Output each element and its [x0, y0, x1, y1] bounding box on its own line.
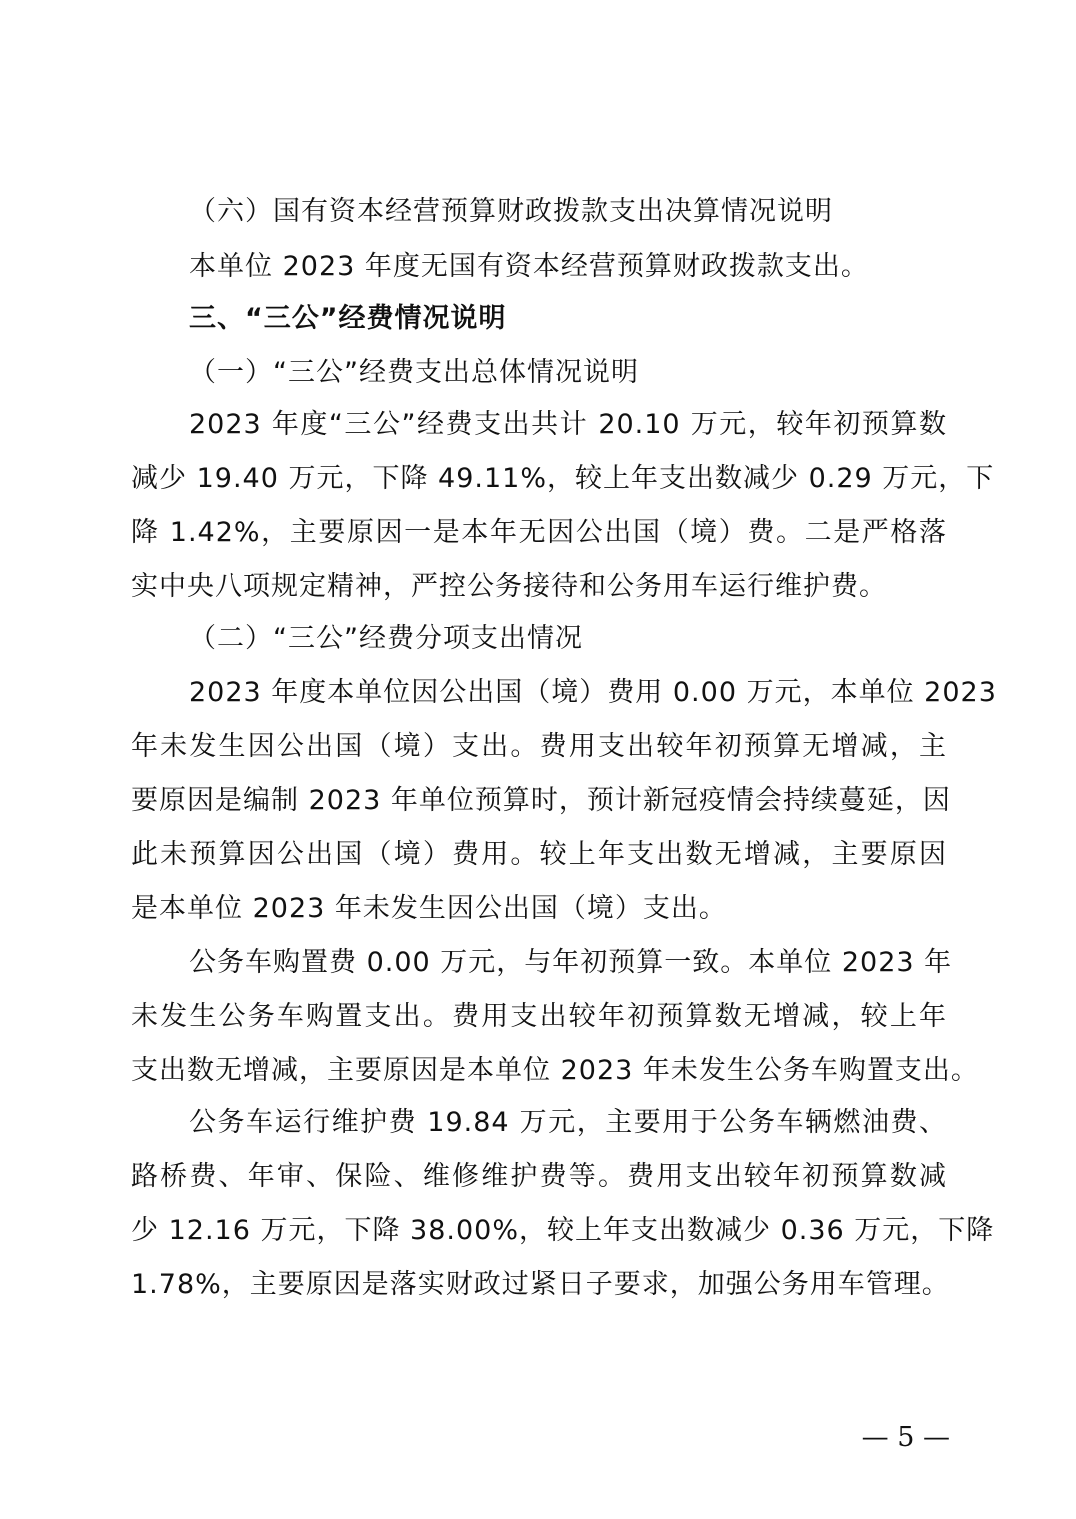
paragraph-overseas-line-1: 2023 年度本单位因公出国（境）费用 0.00 万元，本单位 2023	[189, 677, 997, 708]
paragraph-overall-line-2: 减少 19.40 万元，下降 49.11%，较上年支出数减少 0.29 万元，下	[131, 463, 995, 494]
page-number: — 5 —	[861, 1422, 950, 1453]
paragraph-overseas-line-4: 此未预算因公出国（境）费用。较上年支出数无增减，主要原因	[131, 839, 947, 870]
paragraph-vehicle-maintenance-line-2: 路桥费、年审、保险、维修维护费等。费用支出较年初预算数减	[131, 1161, 947, 1192]
chapter-heading-three-public: 三、“三公”经费情况说明	[189, 303, 507, 334]
section-heading-state-capital: （六）国有资本经营预算财政拨款支出决算情况说明	[189, 196, 833, 227]
paragraph-vehicle-purchase-line-2: 未发生公务车购置支出。费用支出较年初预算数无增减，较上年	[131, 1001, 947, 1032]
paragraph-vehicle-maintenance-line-1: 公务车运行维护费 19.84 万元，主要用于公务车辆燃油费、	[189, 1107, 947, 1138]
paragraph-overseas-line-2: 年未发生因公出国（境）支出。费用支出较年初预算无增减，主	[131, 731, 947, 762]
paragraph-overall-line-4: 实中央八项规定精神，严控公务接待和公务用车运行维护费。	[131, 571, 887, 602]
paragraph-vehicle-maintenance-line-4: 1.78%，主要原因是落实财政过紧日子要求，加强公务用车管理。	[131, 1269, 950, 1300]
paragraph-overall-line-1: 2023 年度“三公”经费支出共计 20.10 万元，较年初预算数	[189, 409, 947, 440]
paragraph-vehicle-purchase-line-1: 公务车购置费 0.00 万元，与年初预算一致。本单位 2023 年	[189, 947, 953, 978]
paragraph-overall-line-3: 降 1.42%，主要原因一是本年无因公出国（境）费。二是严格落	[131, 517, 947, 548]
paragraph-vehicle-purchase-line-3: 支出数无增减，主要原因是本单位 2023 年未发生公务车购置支出。	[131, 1055, 979, 1086]
paragraph-overseas-line-3: 要原因是编制 2023 年单位预算时，预计新冠疫情会持续蔓延，因	[131, 785, 951, 816]
section-heading-overall: （一）“三公”经费支出总体情况说明	[189, 357, 639, 388]
section-heading-itemized: （二）“三公”经费分项支出情况	[189, 623, 583, 654]
paragraph-overseas-line-5: 是本单位 2023 年未发生因公出国（境）支出。	[131, 893, 727, 924]
paragraph-state-capital: 本单位 2023 年度无国有资本经营预算财政拨款支出。	[189, 251, 869, 282]
paragraph-vehicle-maintenance-line-3: 少 12.16 万元，下降 38.00%，较上年支出数减少 0.36 万元，下降	[131, 1215, 995, 1246]
